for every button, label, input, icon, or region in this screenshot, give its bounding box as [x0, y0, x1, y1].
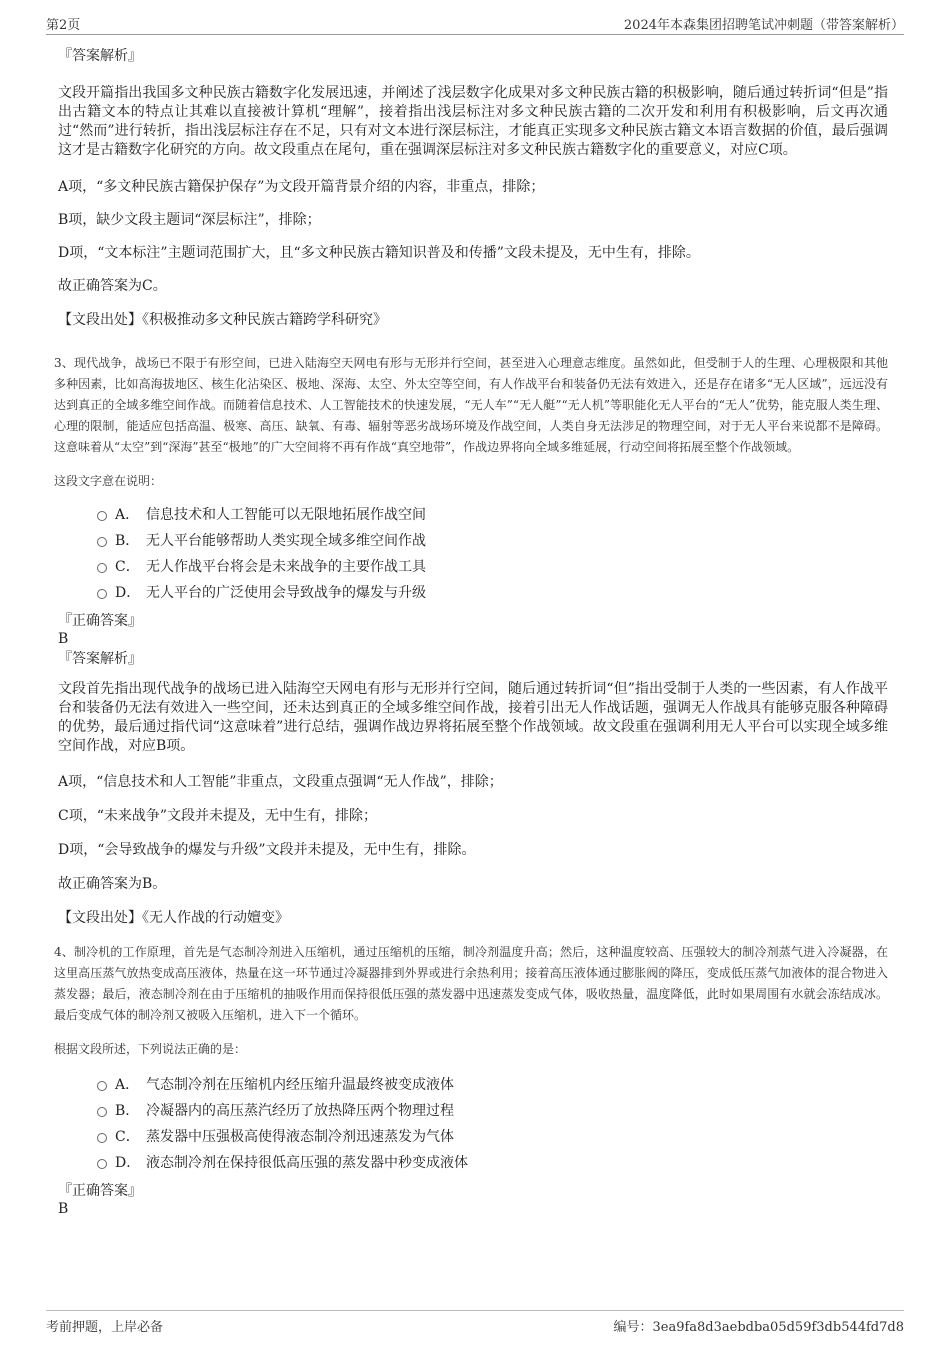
analysis-label: 『答案解析』 — [58, 48, 142, 64]
analysis-conclusion: 故正确答案为B。 — [58, 876, 167, 892]
question-prompt: 根据文段所述，下列说法正确的是： — [54, 1042, 247, 1056]
answer-value: B — [58, 1201, 69, 1217]
analysis-text: 文段开篇指出我国多文种民族古籍数字化发展迅速，并阐述了浅层数字化成果对多文种民族古籍的积极影响，随后通过转折词“但是”指出古籍文本的特点让其难以直接被计算机“理解”，接着指出浅层标注对多文种民族古籍的二次开发和利用有积极影响，后文再次通过“然而”进行转折，指出浅层标注存在不足，只有对文本进行深层标注，才能真正实现多文种民族古籍文本语言数据的价值，最后强调这才是古籍数字化研究的方向。故文段重点在尾句，重在强调深层标注对多文种民族古籍数字化的重要意义，对应C项。 — [58, 85, 888, 158]
analysis-point-c: C项，“未来战争”文段并未提及，无中生有，排除； — [58, 808, 378, 824]
analysis-text: 文段首先指出现代战争的战场已进入陆海空天网电有形与无形并行空间，随后通过转折词“但”指出受制于人类的一些因素，有人作战平台和装备仍无法有效进入一些空间，还未达到真正的全域多维空间作战，接着引出无人作战话题，强调无人作战具有能够克服各种障碍的优势，最后通过指代词“这意味着”进行总结，强调作战边界将拓展至整个作战领域。故文段重在强调利用无人平台可以实现全域多维空间作战，对应B项。 — [58, 681, 888, 754]
option-a[interactable]: A． 信息技术和人工智能可以无限地拓展作战空间 — [58, 502, 888, 528]
option-c[interactable]: C． 无人作战平台将会是未来战争的主要作战工具 — [58, 554, 888, 580]
radio-icon[interactable] — [97, 537, 107, 547]
option-list — [58, 1072, 888, 1176]
answer-value: B — [58, 631, 69, 647]
option-list — [58, 502, 888, 606]
analysis-point-d: D项，“文本标注”主题词范围扩大，且“多文种民族古籍知识普及和传播”文段未提及，无中生有，排除。 — [58, 245, 700, 261]
option-b[interactable]: B． 冷凝器内的高压蒸汽经历了放热降压两个物理过程 — [58, 1098, 888, 1124]
document-title: 2024年本森集团招聘笔试冲刺题（带答案解析） — [623, 18, 904, 33]
page-content — [54, 40, 888, 1217]
footer-slogan: 考前押题，上岸必备 — [46, 1320, 164, 1335]
analysis-point-a: A项，“信息技术和人工智能”非重点，文段重点强调“无人作战”，排除； — [58, 774, 503, 790]
option-b[interactable]: B． 无人平台能够帮助人类实现全域多维空间作战 — [58, 528, 888, 554]
option-c[interactable]: C． 蒸发器中压强极高使得液态制冷剂迅速蒸发为气体 — [58, 1124, 888, 1150]
analysis-conclusion: 故正确答案为C。 — [58, 278, 167, 294]
radio-icon[interactable] — [97, 511, 107, 521]
page-header — [46, 14, 904, 35]
radio-icon[interactable] — [97, 563, 107, 573]
answer-label: 『正确答案』 — [58, 1183, 142, 1199]
radio-icon[interactable] — [97, 589, 107, 599]
radio-icon[interactable] — [97, 1133, 107, 1143]
radio-icon[interactable] — [97, 1081, 107, 1091]
analysis-point-a: A项，“多文种民族古籍保护保存”为文段开篇背景介绍的内容，非重点，排除； — [58, 179, 545, 195]
radio-icon[interactable] — [97, 1159, 107, 1169]
passage-source: 【文段出处】《无人作战的行动嬗变》 — [58, 910, 289, 926]
passage-source: 【文段出处】《积极推动多文种民族古籍跨学科研究》 — [58, 312, 387, 328]
option-d[interactable]: D． 液态制冷剂在保持很低高压强的蒸发器中秒变成液体 — [58, 1150, 888, 1176]
analysis-label: 『答案解析』 — [58, 651, 142, 667]
analysis-point-b: B项，缺少文段主题词“深层标注”，排除； — [58, 212, 321, 228]
analysis-point-d: D项，“会导致战争的爆发与升级”文段并未提及，无中生有，排除。 — [58, 842, 476, 858]
radio-icon[interactable] — [97, 1107, 107, 1117]
document-id: 编号：3ea9fa8d3aebdba05d59f3db544fd7d8 — [613, 1320, 904, 1335]
option-a[interactable]: A． 气态制冷剂在压缩机内经压缩升温最终被变成液体 — [58, 1072, 888, 1098]
option-d[interactable]: D． 无人平台的广泛使用会导致战争的爆发与升级 — [58, 580, 888, 606]
question-passage: 3、现代战争，战场已不限于有形空间，已进入陆海空天网电有形与无形并行空间，甚至进入心理意志维度。虽然如此，但受制于人的生理、心理极限和其他多种因素，比如高海拔地区、核生化沾染区、极地、深海、太空、外太空等空间，有人作战平台和装备仍无法有效进入，还是存在诸多“无人区域”，远远没有达到真正的全域多维空间作战。而随着信息技术、人工智能技术的快速发展，“无人车”“无人艇”“无人机”等职能化无人平台的“无人”优势，能克服人类生理、心理的限制，能适应包括高温、极寒、高压、缺氧、有毒、辐射等恶劣战场环境及作战空间，人类自身无法涉足的物理空间，对于无人平台来说都不是障碍。这意味着从“太空”到“深海”甚至“极地”的广大空间将不再有作战“真空地带”，作战边界将向全域多维延展，行动空间将拓展至整个作战领域。 — [54, 356, 888, 454]
question-prompt: 这段文字意在说明： — [54, 474, 163, 488]
page-footer — [46, 1310, 904, 1337]
page-number: 第2页 — [46, 18, 81, 33]
question-passage: 4、制冷机的工作原理，首先是气态制冷剂进入压缩机，通过压缩机的压缩，制冷剂温度升高；然后，这种温度较高、压强较大的制冷剂蒸气进入冷凝器，在这里高压蒸气放热变成高压液体，热量在这一环节通过冷凝器排到外界或进行余热利用；接着高压液体通过膨胀阀的降压，变成低压蒸气加液体的混合物进入蒸发器；最后，液态制冷剂在由于压缩机的抽吸作用而保持很低压强的蒸发器中迅速蒸发变成气体，吸收热量，温度降低，此时如果周围有水就会冻结成冰。最后变成气体的制冷剂又被吸入压缩机，进入下一个循环。 — [54, 945, 888, 1022]
answer-label: 『正确答案』 — [58, 613, 142, 629]
